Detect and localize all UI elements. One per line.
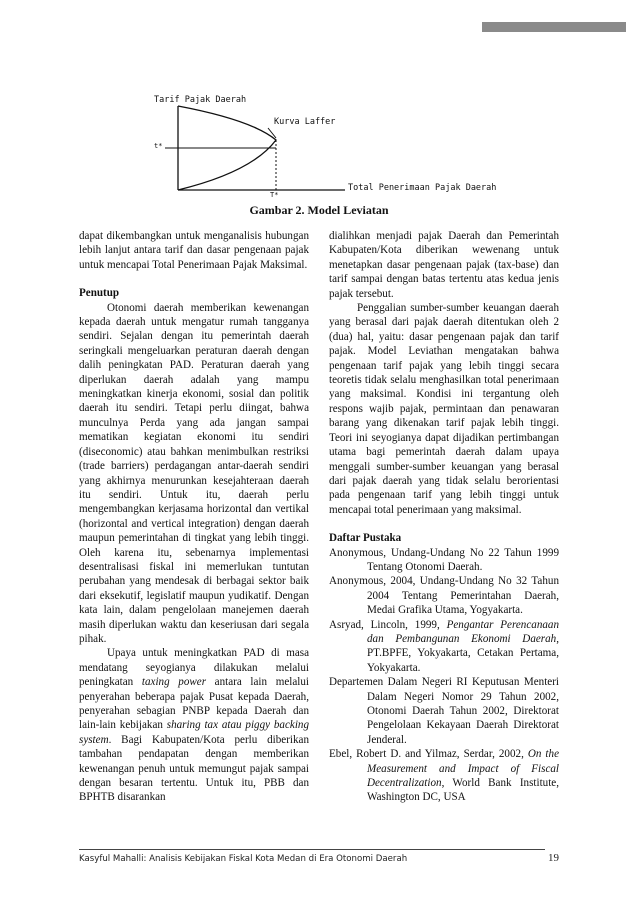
reference-item bbox=[329, 747, 559, 805]
p3-italic-1: taxing power bbox=[141, 676, 207, 689]
T-star-label: T* bbox=[270, 191, 279, 199]
ref3-text-b: , PT.BPFE, Yokyakarta, Cetakan Pertama, Yokyakarta. bbox=[367, 632, 559, 674]
left-paragraph-3 bbox=[79, 646, 309, 804]
curve-label: Kurva Laffer bbox=[274, 117, 336, 127]
x-axis-label: Total Penerimaan Pajak Daerah bbox=[348, 183, 497, 193]
t-star-label: t* bbox=[154, 142, 163, 150]
ref5-title: On the Measurement and Impact of Fiscal Decentralization bbox=[367, 748, 559, 790]
ref3-title: Pengantar Perencanaan dan Pembangunan Ekonomi Daerah bbox=[367, 618, 560, 645]
reference-item: Anonymous, Undang-Undang No 22 Tahun 1999 Tentang Otonomi Daerah. bbox=[329, 546, 559, 573]
y-axis-label: Tarif Pajak Daerah bbox=[154, 95, 247, 105]
left-column bbox=[79, 229, 309, 805]
ref3-text-a: Asryad, Lincoln, 1999, bbox=[329, 618, 447, 631]
footer-divider bbox=[79, 849, 545, 850]
left-paragraph-2: Otonomi daerah memberikan kewenangan kepada daerah untuk mengatur rumah tangganya sendiri. Sejalan dengan itu pemerintah daerah seringkali mengeluarkan peraturan daerah dengan dalih peningkatan PAD. Peraturan daerah yang diperlukan daerah adalah yang mampu meningkatkan kinerja ekonomi, sosial dan politik daerah itu sendiri. Tetapi perlu diingat, bahwa munculnya Perda yang ada jangan sampai mematikan kegiatan ekonomi itu sendiri (diseconomic) atau bahkan menimbulkan restriksi (trade barriers) perdagangan antar-daerah sendiri yang akhirnya menurunkan kesejahteraan daerah itu sendiri. Untuk itu, daerah perlu mengembangkan kerjasama horizontal dan vertikal (horizontal and vertical integration) dengan daerah maupun pemerintahan di tingkat yang lebih tinggi. Oleh karena itu, sebenarnya implementasi desentralisasi fiskal ini memerlukan tuntutan perubahan yang mendesak di berbagai sektor baik dari eksekutif, legislatif maupun yudikatif. Dengan kata lain, dalam pengelolaan manejemen daerah masih diperlukan waktu dan keseriusan dari segala pihak. bbox=[79, 301, 309, 645]
ref5-text-a: Ebel, Robert D. and Yilmaz, Serdar, 2002, bbox=[329, 748, 528, 761]
running-title: Kasyful Mahalli: Analisis Kebijakan Fiskal Kota Medan di Era Otonomi Daerah bbox=[79, 854, 408, 864]
right-paragraph-2: Penggalian sumber-sumber keuangan daerah yang berasal dari pajak daerah ditentukan oleh 2 (dua) hal, yaitu: dasar pengenaan pajak dan tarif pajak. Model Leviathan mengatakan bahwa pengenaan tarif pajak yang lebih tinggi secara teoretis tidak selalu menghasilkan total penerimaan yang maksimal. Kondisi ini tergantung oleh respons wajib pajak, permintaan dan penawaran barang yang dikenakan tarif pajak lebih tinggi. Teori ini seyogianya dapat dijadikan pertimbangan utama bagi pemerintah daerah dalam upaya menggali sumber-sumber keuangan yang berasal dari pajak daerah yang tidak selalu berorientasi pada pengenaan tarif yang lebih tinggi untuk mencapai total penerimaan yang maksimal. bbox=[329, 302, 559, 516]
p3-text-a: Upaya untuk meningkatkan PAD di masa mendatang seyogianya dilakukan melalui peningkatan bbox=[79, 647, 309, 689]
section-heading-penutup: Penutup bbox=[79, 287, 120, 300]
reference-item bbox=[329, 618, 559, 676]
left-paragraph-1: dapat dikembangkan untuk menganalisis hubungan lebih lanjut antara tarif dan dasar pengenaan pajak untuk mencapai Total Penerimaan Pajak Maksimal. bbox=[79, 230, 309, 271]
right-paragraph-1: dialihkan menjadi pajak Daerah dan Pemerintah Kabupaten/Kota diberikan wewenang untuk menetapkan dasar pengenaan pajak (tax-base) dan tarif sampai dengan batas tertentu atas kedua jenis pajak tersebut. bbox=[329, 230, 559, 300]
p3-italic-2: sharing tax atau piggy backing system bbox=[79, 719, 309, 746]
figure-caption: Gambar 2. Model Leviatan bbox=[249, 203, 389, 217]
p3-text-b: antara lain melalui penyerahan beberapa pajak Pusat kepada Daerah, penyerahan sebagian PNBP kepada Daerah dan lain-lain kebijakan bbox=[79, 676, 309, 732]
page-number: 19 bbox=[548, 852, 559, 864]
p3-text-c: . Bagi Kabupaten/Kota perlu diberikan tambahan pendapatan dengan memberikan kewenangan penuh untuk memungut pajak sampai dengan besaran tertentu. Untuk itu, PBB dan BPHTB disarankan bbox=[79, 733, 309, 804]
right-column bbox=[329, 229, 559, 805]
leviathan-model-figure bbox=[140, 92, 520, 202]
section-heading-daftar-pustaka: Daftar Pustaka bbox=[329, 532, 402, 545]
reference-item: Anonymous, 2004, Undang-Undang No 32 Tahun 2004 Tentang Pemerintahan Daerah, Medai Grafika Utama, Yogyakarta. bbox=[329, 575, 559, 617]
ref5-text-b: , World Bank Institute, Washington DC, USA bbox=[367, 777, 559, 804]
header-bar bbox=[482, 22, 626, 32]
reference-item: Departemen Dalam Negeri RI Keputusan Menteri Dalam Negeri Nomor 29 Tahun 2002, Otonomi Daerah Tahun 2002, Direktorat Pengelolaan Kekayaan Daerah Direktorat Jenderal. bbox=[329, 676, 559, 746]
